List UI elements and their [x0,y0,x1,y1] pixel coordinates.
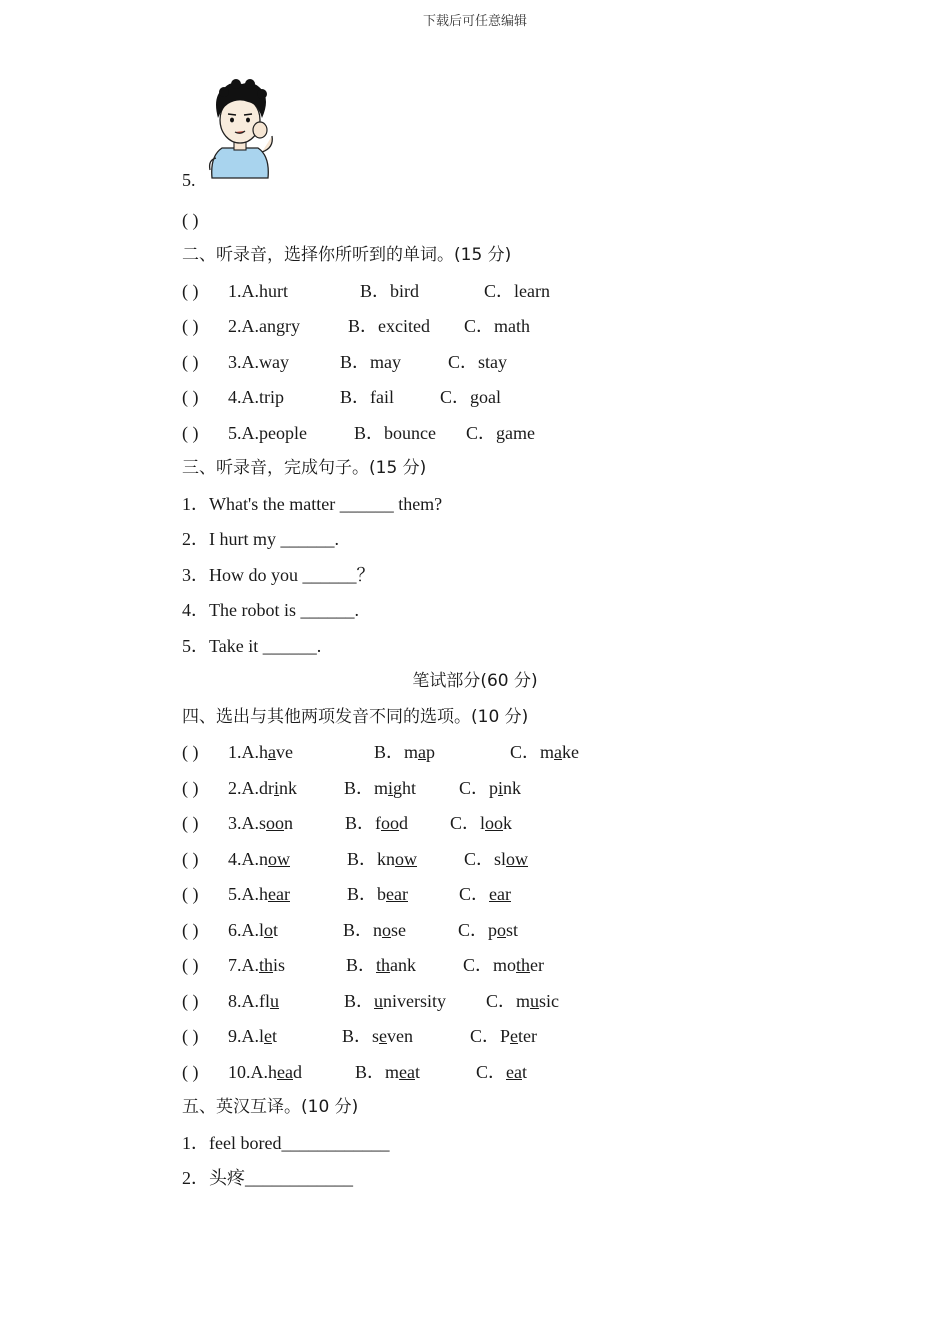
option-a [228,918,278,942]
phonics-item [182,918,802,942]
phonics-item [182,776,802,800]
option-c: C．learn [484,281,550,301]
option-a: 1.A.hurt [228,281,288,301]
option-a [228,882,290,906]
option-text: C．m [486,991,531,1011]
answer-paren[interactable]: ( ) [182,423,199,443]
section3-title: 三、听录音，完成句子。(15 分) [182,458,427,478]
option-text: B． [344,991,375,1011]
option-text: ank [390,955,417,975]
answer-paren[interactable]: ( ) [182,849,199,869]
option-c [470,1024,537,1048]
option-c [459,882,511,906]
underlined-sound: a [554,742,563,762]
sentence-item: 1．What's the matter ______ them? [182,494,443,514]
section2-item [182,314,782,338]
option-b [345,811,408,835]
option-text: C． [459,884,490,904]
answer-paren[interactable]: ( ) [182,955,199,975]
option-text: d [399,813,408,833]
option-text: B．s [342,1026,380,1046]
option-b [344,776,416,800]
translation-item: 2．头疼____________ [182,1168,353,1188]
option-b: B．excited [348,316,430,336]
option-b: B．bird [360,281,420,301]
boy-illustration-icon [202,78,278,184]
answer-paren[interactable]: ( ) [182,920,199,940]
option-c [459,776,521,800]
option-b: B．fail [340,387,394,407]
option-text: C．l [450,813,486,833]
underlined-sound: o [497,920,507,940]
option-a [228,847,290,871]
underlined-sound: oo [266,813,285,833]
option-text: 10.A.h [228,1062,277,1082]
section4-title: 四、选出与其他两项发音不同的选项。(10 分) [182,707,529,727]
option-text: sic [539,991,560,1011]
option-a: 5.A.people [228,423,307,443]
underlined-sound: e [379,1026,388,1046]
section2-item [182,385,782,409]
underlined-sound: u [530,991,540,1011]
underlined-sound: ea [506,1062,522,1082]
answer-paren[interactable]: ( ) [182,991,199,1011]
option-text: t [415,1062,421,1082]
option-a: 2.A.angry [228,316,300,336]
option-c [458,918,518,942]
underlined-sound: ow [268,849,290,869]
option-a: 4.A.trip [228,387,284,407]
option-b [346,953,416,977]
option-text: 8.A.fl [228,991,270,1011]
option-b [342,1024,413,1048]
underlined-sound: ear [386,884,408,904]
option-text: n [284,813,294,833]
answer-paren[interactable]: ( ) [182,1062,199,1082]
section2-item [182,421,782,445]
option-c: C．math [464,316,530,336]
option-text: p [426,742,436,762]
option-text: ven [387,1026,414,1046]
q5-answer-paren[interactable]: ( ) [182,210,199,230]
q5-label: 5. [182,170,196,190]
option-text: C．sl [464,849,507,869]
underlined-sound: i [274,778,280,798]
option-b [374,740,435,764]
option-c: C．goal [440,387,501,407]
option-c [463,953,544,977]
underlined-sound: th [259,955,274,975]
underlined-sound: u [270,991,279,1011]
option-text: B．f [345,813,381,833]
answer-paren[interactable]: ( ) [182,1026,199,1046]
option-b [347,882,408,906]
underlined-sound: a [418,742,427,762]
section2-title: 二、听录音，选择你所听到的单词。(15 分) [182,245,512,265]
option-b [344,989,446,1013]
underlined-sound: ow [506,849,529,869]
option-a [228,989,279,1013]
underlined-sound: i [388,778,394,798]
answer-paren[interactable]: ( ) [182,316,199,336]
sentence-item: 4．The robot is ______. [182,600,359,620]
underlined-sound: o [382,920,392,940]
answer-paren[interactable]: ( ) [182,387,199,407]
option-c [486,989,559,1013]
option-text: t [273,920,279,940]
option-c [510,740,579,764]
option-text: 5.A.h [228,884,268,904]
option-text: er [530,955,545,975]
option-text: C．P [470,1026,511,1046]
option-text: C．mo [463,955,517,975]
option-text: B．m [344,778,389,798]
underlined-sound: ear [268,884,290,904]
underlined-sound: o [264,920,273,940]
option-text: t [272,1026,278,1046]
option-text: ter [518,1026,538,1046]
option-a [228,776,297,800]
option-text: d [292,1062,302,1082]
option-text: C．m [510,742,555,762]
underlined-sound: oo [381,813,399,833]
option-b [355,1060,420,1084]
answer-paren[interactable]: ( ) [182,742,199,762]
option-text: B．kn [347,849,396,869]
underlined-sound: ea [277,1062,293,1082]
option-c [464,847,528,871]
phonics-item [182,847,802,871]
phonics-item [182,811,802,835]
option-c [476,1060,527,1084]
underlined-sound: oo [485,813,504,833]
phonics-item [182,1024,802,1048]
option-a [228,811,293,835]
option-text: se [391,920,407,940]
option-a [228,953,285,977]
option-text: B． [346,955,377,975]
underlined-sound: e [264,1026,272,1046]
underlined-sound: e [510,1026,519,1046]
underlined-sound: a [268,742,276,762]
option-text: ght [393,778,417,798]
underlined-sound: ear [489,884,511,904]
underlined-sound: ow [395,849,418,869]
option-text: 7.A. [228,955,259,975]
option-text: C．p [459,778,499,798]
answer-paren[interactable]: ( ) [182,778,199,798]
option-text: B．m [374,742,419,762]
option-text: 6.A.l [228,920,264,940]
option-text: nk [503,778,522,798]
underlined-sound: i [498,778,504,798]
phonics-item [182,953,802,977]
phonics-item [182,1060,802,1084]
option-a: 3.A.way [228,352,289,372]
option-a [228,740,293,764]
option-text: t [522,1062,528,1082]
option-text: ke [562,742,580,762]
option-text: nk [279,778,298,798]
answer-paren[interactable]: ( ) [182,884,199,904]
option-text: k [503,813,513,833]
option-b [347,847,417,871]
written-part-title: 笔试部分(60 分) [412,671,538,691]
option-text: B．b [347,884,387,904]
option-text: 9.A.l [228,1026,264,1046]
translation-item: 1．feel bored____________ [182,1133,390,1153]
section2-item [182,350,782,374]
phonics-item [182,740,802,764]
section2-item [182,279,782,303]
section5-title: 五、英汉互译。(10 分) [182,1097,359,1117]
option-c: C．game [466,423,535,443]
sentence-item: 2．I hurt my ______. [182,529,339,549]
answer-paren[interactable]: ( ) [182,281,199,301]
underlined-sound: th [516,955,531,975]
option-b [343,918,406,942]
option-text: C． [476,1062,507,1082]
option-text: 3.A.s [228,813,267,833]
option-text: 2.A.dr [228,778,274,798]
option-text: C．p [458,920,498,940]
option-a [228,1060,302,1084]
phonics-item [182,989,802,1013]
sentence-item: 3．How do you ______？ [182,565,375,585]
sentence-item: 5．Take it ______. [182,636,322,656]
underlined-sound: u [374,991,384,1011]
phonics-item [182,882,802,906]
option-text: B．n [343,920,383,940]
underlined-sound: th [376,955,391,975]
option-b: B．may [340,352,401,372]
option-b: B．bounce [354,423,436,443]
option-text: 1.A.h [228,742,268,762]
underlined-sound: ea [399,1062,415,1082]
option-c [450,811,512,835]
answer-paren[interactable]: ( ) [182,352,199,372]
option-text: B．m [355,1062,400,1082]
page-header: 下载后可任意编辑 [422,14,527,29]
option-text: 4.A.n [228,849,268,869]
option-a [228,1024,277,1048]
option-text: st [506,920,519,940]
option-text: ve [276,742,293,762]
answer-paren[interactable]: ( ) [182,813,199,833]
option-text: niversity [383,991,447,1011]
option-c: C．stay [448,352,508,372]
option-text: is [273,955,286,975]
